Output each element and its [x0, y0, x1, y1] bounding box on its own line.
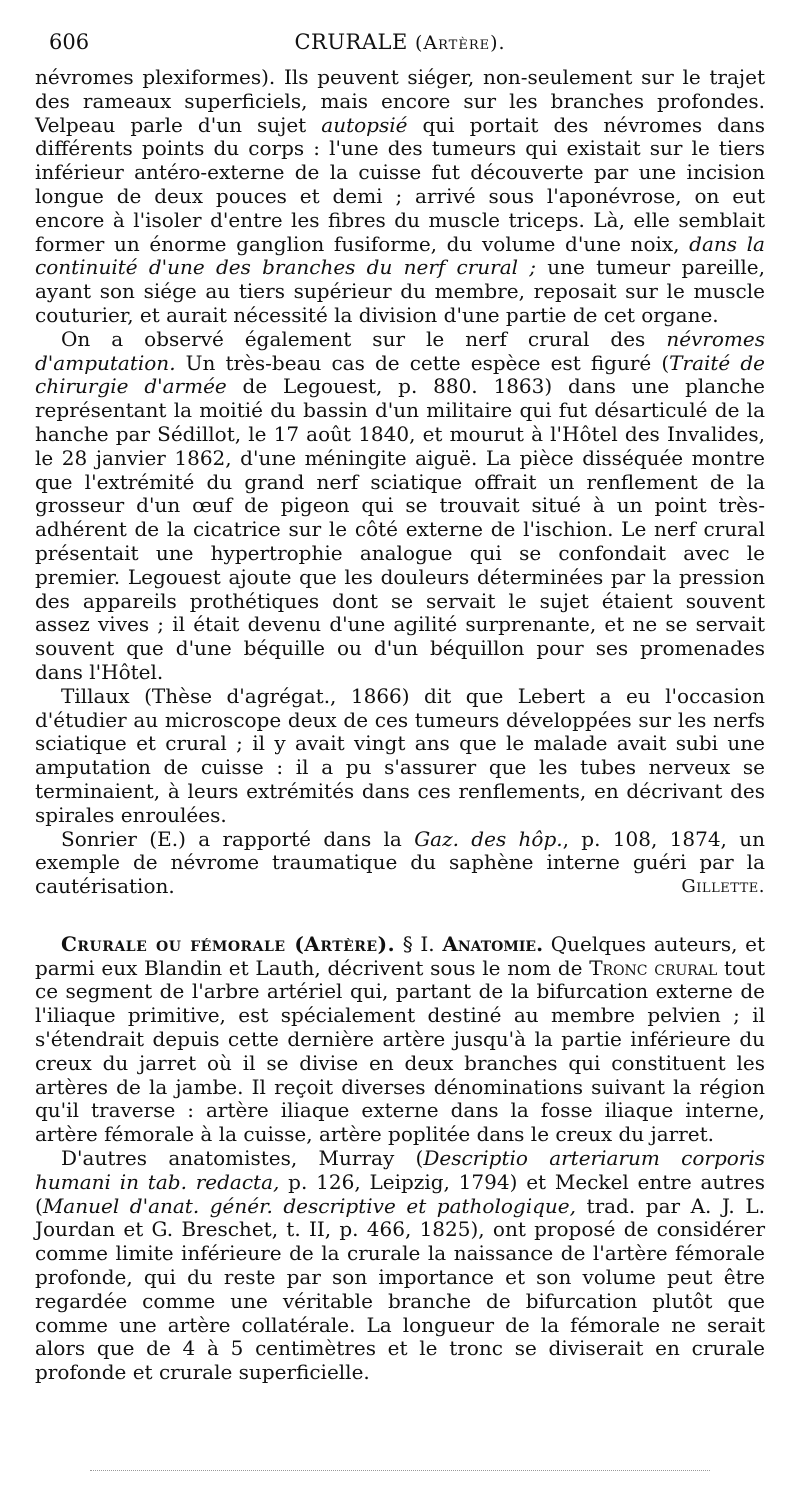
italic-book-title: Descriptio arteriarum corporis humani in tab. redacta, [35, 1146, 766, 1194]
running-head [35, 30, 765, 54]
paragraph-sonrier: Sonrier (E.) a rapporté dans la Gaz. des hôp., p. 108, 1874, un exemple de névrome traumatique du saphène interne guéri par la cautérisation. Gillette. [35, 826, 765, 899]
running-head-title: CRURALE [294, 30, 408, 54]
section-mark: § I. [395, 931, 443, 956]
entry-heading: Crurale ou fémorale (Artère). [61, 931, 396, 956]
bottom-dotted-rule [90, 1470, 710, 1471]
small-caps-term: Tronc crural [589, 955, 718, 980]
paragraph-crurale-entry: Crurale ou fémorale (Artère). § I. Anatomie. Quelques auteurs, et parmi eux Blandin et Lauth, décrivent sous le nom de Tronc crural tout ce segment de l'arbre artériel qui, partant de la bifurcation externe de l'iliaque primitive, est spécialement destiné au membre pelvien ; il s'étendrait depuis cette dernière artère jusqu'à la partie inférieure du creux du jarret où il se divise en deux branches qui constituent les artères de la jambe. Il reçoit diverses dénominations suivant la région qu'il traverse : artère iliaque externe dans la fosse iliaque interne, artère fémorale à la cuisse, artère poplitée dans le creux du jarret. [35, 931, 765, 1147]
paragraph-other-anatomists: D'autres anatomistes, Murray (Descriptio arteriarum corporis humani in tab. redacta, p. 126, Leipzig, 1794) et Meckel entre autres (Manuel d'anat. génér. descriptive et pathologique, trad. par A. J. L. Jourdan et G. Breschet, t. II, p. 466, 1825), ont proposé de considérer comme limite inférieure de la crurale la naissance de l'artère fémorale profonde, qui du reste par son importance et son volume peut être regardée comme une véritable branche de bifurcation plutôt que comme une artère collatérale. La longueur de la fémorale ne serait alors que de 4 à 5 centimètres et le tronc se diviserait en crurale profonde et crurale superficielle. [35, 1146, 766, 1385]
italic-journal: Gaz. des hôp. [414, 826, 563, 851]
page-number: 606 [49, 30, 90, 54]
italic-book-title: Traité de chirurgie d'armée [35, 350, 766, 399]
page-header [35, 30, 765, 60]
italic-quote: dans la continuité d'une des branches du nerf crural ; [35, 231, 765, 280]
section-title: Anatomie. [442, 931, 544, 956]
page-body [35, 66, 765, 1385]
italic-book-title: Manuel d'anat. génér. descriptive et pathologique, [42, 1193, 576, 1218]
paragraph-plexiform-neuromas: névromes plexiformes). Ils peuvent siéger, non-seulement sur le trajet des rameaux superficiels, mais encore sur les branches profondes. Velpeau parle d'un sujet autopsié qui portait des névromes dans différents points du corps : l'une des tumeurs qui existait sur le tiers inférieur antéro-externe de la cuisse fut découverte par une incision longue de deux pouces et demi ; arrivé sous l'aponévrose, on eut encore à l'isoler d'entre les fibres du muscle triceps. Là, elle semblait former un énorme ganglion fusiforme, du volume d'une noix, dans la continuité d'une des branches du nerf crural ; une tumeur pareille, ayant son siége au tiers supérieur du membre, reposait sur le muscle couturier, et aurait nécessité la division d'une partie de cet organe. [35, 65, 766, 327]
italic-term: névromes d'amputation. [35, 326, 765, 375]
author-signature: Gillette. [681, 876, 765, 898]
italic-term: autopsié [321, 112, 408, 137]
paragraph-tillaux: Tillaux (Thèse d'agrégat., 1866) dit que Lebert a eu l'occasion d'étudier au microscope deux de ces tumeurs développées sur les nerfs sciatique et crural ; il y avait vingt ans que le malade avait subi une amputation de cuisse : il a pu s'assurer que les tubes nerveux se terminaient, à leurs extrémités dans ces renflements, en décrivant des spirales enroulées. [35, 683, 765, 827]
paragraph-amputation-neuromas: On a observé également sur le nerf crural des névromes d'amputation. Un très-beau cas de cette espèce est figuré (Traité de chirurgie d'armée de Legouest, p. 880. 1863) dans une planche représentant la moitié du bassin d'un militaire qui fut désarticulé de la hanche par Sédillot, le 17 août 1840, et mourut à l'Hôtel des Invalides, le 28 janvier 1862, d'une méningite aiguë. La pièce disséquée montre que l'extrémité du grand nerf sciatique offrait un renflement de la grosseur d'un œuf de pigeon qui se trouvait situé à un point très-adhérent de la cicatrice sur le côté externe de l'ischion. Le nerf crural présentait une hypertrophie analogue qui se confondait avec le premier. Legouest ajoute que les douleurs déterminées par la pression des appareils prothétiques dont se servait le sujet étaient souvent assez vives ; il était devenu d'une agilité surprenante, et ne se servait souvent que d'une béquille ou d'un béquillon pour ses promenades dans l'Hôtel. [35, 326, 766, 684]
running-head-subtitle: (Artère). [414, 32, 506, 54]
